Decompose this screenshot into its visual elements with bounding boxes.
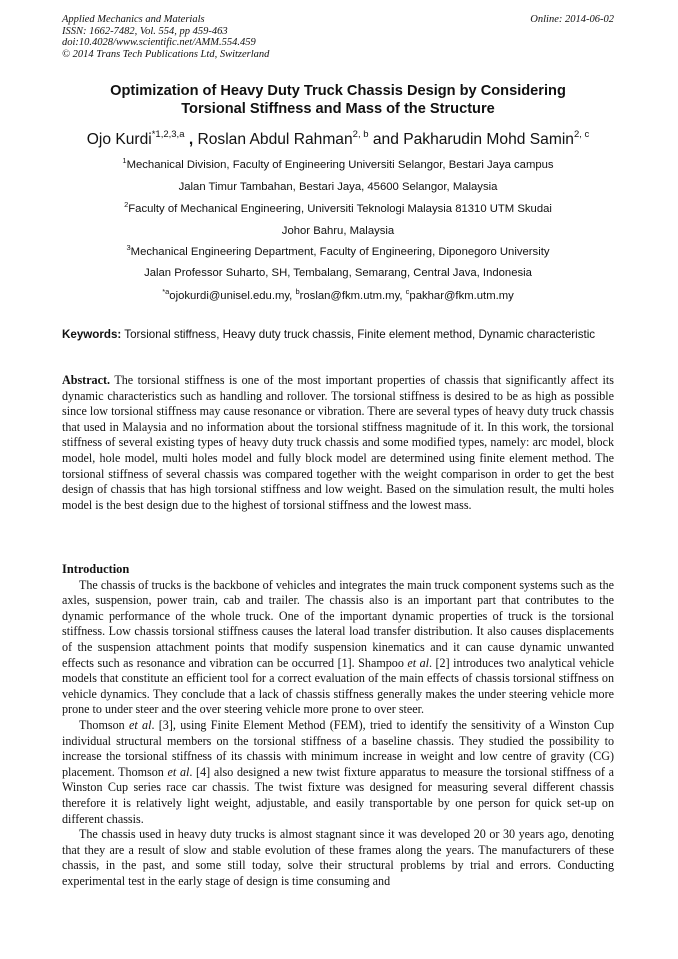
copyright-line: © 2014 Trans Tech Publications Ltd, Switzerland bbox=[62, 48, 270, 60]
journal-header bbox=[62, 14, 614, 60]
author-3-marks: 2, c bbox=[573, 129, 590, 140]
affiliation-3-mark: 3 bbox=[126, 243, 131, 252]
introduction-paragraph-1 bbox=[62, 578, 614, 718]
author-2-marks: 2, b bbox=[352, 129, 369, 140]
affiliation-2-text: Faculty of Mechanical Engineering, Universiti Teknologi Malaysia 81310 UTM Skudai bbox=[128, 203, 552, 215]
paragraph-2-italic-2: et al bbox=[167, 764, 190, 779]
paragraph-1-text-a: The chassis of trucks is the backbone of vehicles and integrates the main truck component systems such as the axles, suspension, power train, cab and trailer. The chassis also is an important part that contributes to the dynamic performance of the whole truck. One of the important dynamic properties of truck is the torsional stiffness. Low chassis torsional stiffness causes the lateral load transfer distribution. It also causes displacements of the suspension attachment points that modify suspension kinematics and it can cause dynamic unwanted effects such as resonance and vibration can be occurred [1]. Shampoo bbox=[62, 577, 614, 670]
introduction-paragraph-2 bbox=[62, 718, 614, 827]
paper-title bbox=[62, 82, 614, 118]
paragraph-1-text-b: . [2] introduces two analytical vehicle models that constitute an efficient tool for a correct evaluation of the main effects of chassis torsional stiffness on vehicle dynamics. They conclude that a lack of chassis stiffness generally makes the under steering vehicle more prone to under steer and the over steering vehicle more prone to over steer. bbox=[62, 655, 614, 717]
affiliation-1-text: Mechanical Division, Faculty of Engineering Universiti Selangor, Bestari Jaya campus bbox=[126, 159, 554, 171]
paragraph-1-italic: et al bbox=[407, 655, 429, 670]
author-separator-1: , bbox=[184, 131, 198, 148]
email-2: roslan@fkm.utm.my, bbox=[299, 290, 406, 302]
email-line bbox=[62, 289, 614, 303]
keywords-section bbox=[62, 328, 614, 343]
keywords-text: Torsional stiffness, Heavy duty truck chassis, Finite element method, Dynamic characteristic bbox=[121, 328, 596, 341]
affiliation-1-line-2: Jalan Timur Tambahan, Bestari Jaya, 45600 Selangor, Malaysia bbox=[178, 181, 498, 193]
email-3-mark: c bbox=[405, 287, 410, 296]
author-separator-2: and bbox=[368, 131, 404, 148]
affiliation-3-text: Mechanical Engineering Department, Faculty of Engineering, Diponegoro University bbox=[130, 246, 550, 258]
affiliation-1-mark: 1 bbox=[122, 156, 127, 165]
paragraph-2-italic-1: et al bbox=[129, 717, 152, 732]
introduction-heading: Introduction bbox=[62, 562, 130, 576]
author-1-name: Ojo Kurdi bbox=[86, 131, 152, 148]
affiliation-2-line-2: Johor Bahru, Malaysia bbox=[281, 225, 395, 237]
keywords-label: Keywords: bbox=[62, 328, 122, 341]
journal-name: Applied Mechanics and Materials bbox=[62, 14, 205, 25]
abstract-text: The torsional stiffness is one of the most important properties of chassis that significantly affect its dynamic characteristics such as handling and rollover. The torsional stiffness is desired to be as high as possible since low torsional stiffness may cause resonance or vibration. There are several types of heavy duty truck chassis that used in Malaysia and no information about the torsional stiffness magnitude of it. In this work, the torsional stiffness of several existing types of heavy duty truck chassis and some modified types, namely: arc model, block model, hole model, multi holes model and fully block model are determined using finite element method. The torsional stiffness of several chassis was compared together with the weight comparison in order to get the best design of chassis that has high torsional stiffness and low weight. Based on the simulation result, the multi holes model is the best design due to the highest of torsional stiffness and the lowest mass. bbox=[62, 373, 614, 512]
abstract-label: Abstract. bbox=[62, 373, 111, 387]
title-line-1: Optimization of Heavy Duty Truck Chassis Design by Considering bbox=[110, 83, 566, 99]
abstract-section bbox=[62, 373, 614, 513]
author-3-name: Pakharudin Mohd Samin bbox=[403, 131, 574, 148]
affiliation-1-line-1 bbox=[62, 158, 614, 172]
affiliation-2-line-1 bbox=[62, 202, 614, 216]
doi-line: doi:10.4028/www.scientific.net/AMM.554.459 bbox=[62, 37, 256, 48]
email-1-mark: *a bbox=[162, 287, 170, 296]
introduction-paragraph-3: The chassis used in heavy duty trucks is almost stagnant since it was developed 20 or 30 years ago, denoting that they are a result of slow and stable evolution of these frames along the years. The manufacturers of these chassis, in the past, and some still today, solve their structural problems by trial and errors. Conducting experimental test in the early stage of design is time consuming and bbox=[62, 827, 614, 888]
online-date: Online: 2014-06-02 bbox=[530, 14, 614, 25]
affiliation-2-mark: 2 bbox=[124, 200, 129, 209]
introduction-section bbox=[62, 562, 614, 889]
affiliation-3-line-1 bbox=[62, 245, 614, 259]
email-2-mark: b bbox=[295, 287, 300, 296]
author-1-marks: *1,2,3,a bbox=[151, 129, 185, 140]
paragraph-2-text-c: . [4] also designed a new twist fixture apparatus to measure the torsional stiffness of a Winston Cup series race car chassis. The twist fixture was designed for measuring several different chassis therefore it is relatively light weight, adjustable, and easily transportable by one person for quick set-up on different chassis. bbox=[62, 764, 614, 826]
author-list bbox=[62, 130, 614, 150]
email-1: ojokurdi@unisel.edu.my, bbox=[169, 290, 296, 302]
issn-line: ISSN: 1662-7482, Vol. 554, pp 459-463 bbox=[62, 25, 228, 37]
paragraph-2-text-a: Thomson bbox=[79, 717, 129, 732]
paragraph-2-text-b: . [3], using Finite Element Method (FEM), tried to identify the sensitivity of a Winston Cup individual structural members on the torsional stiffness of a baseline chassis. They studied the possibility to increase the torsional stiffness of its chassis with minimum increase in weight and low centre of gravity (CG) placement. Thomson bbox=[62, 717, 614, 779]
affiliation-3-line-2: Jalan Professor Suharto, SH, Tembalang, Semarang, Central Java, Indonesia bbox=[144, 267, 532, 279]
email-3: pakhar@fkm.utm.my bbox=[409, 290, 514, 302]
title-line-2: Torsional Stiffness and Mass of the Structure bbox=[181, 101, 495, 117]
author-2-name: Roslan Abdul Rahman bbox=[197, 131, 353, 148]
